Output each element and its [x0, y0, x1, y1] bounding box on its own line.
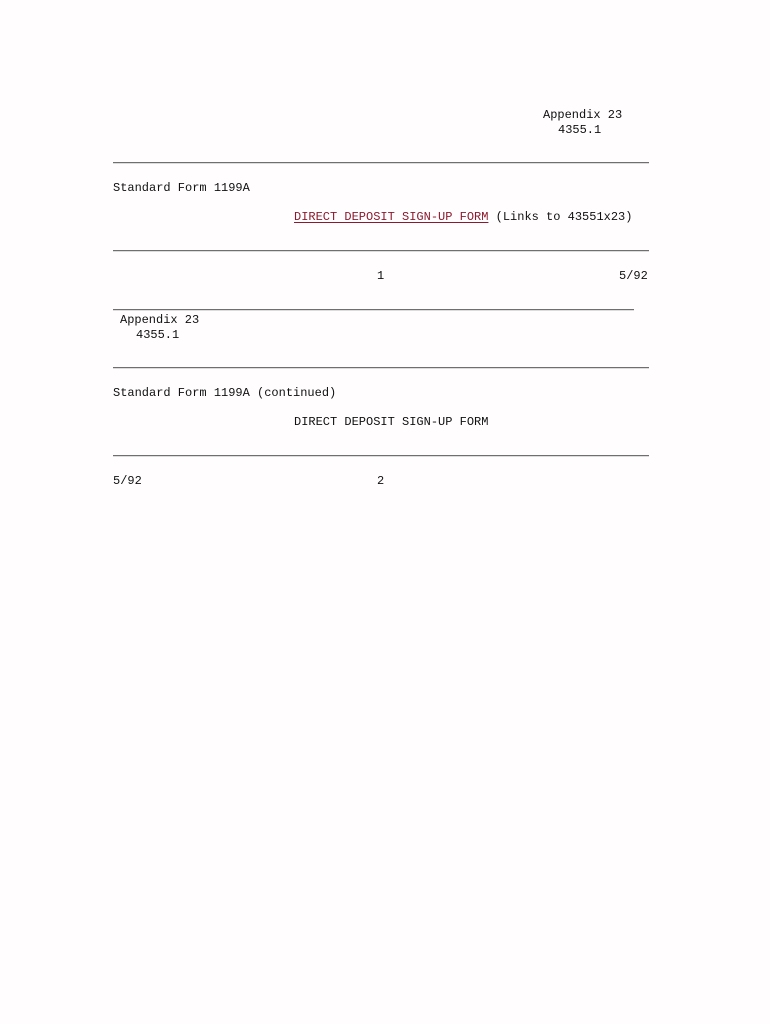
footer-divider	[113, 250, 649, 252]
form-title-link[interactable]: DIRECT DEPOSIT SIGN-UP FORM	[294, 210, 489, 224]
appendix-label: Appendix 23	[543, 108, 623, 122]
section-number: 4355.1	[136, 328, 180, 342]
page-number: 1	[377, 269, 385, 283]
page-break-divider	[113, 309, 634, 311]
page-number: 2	[377, 474, 385, 488]
header-divider	[113, 367, 649, 369]
section-number: 4355.1	[558, 123, 602, 137]
link-note: (Links to 43551x23)	[495, 210, 633, 224]
form-name: Standard Form 1199A (continued)	[113, 386, 337, 400]
header-divider	[113, 162, 649, 164]
revision-date: 5/92	[619, 269, 648, 283]
form-title: DIRECT DEPOSIT SIGN-UP FORM	[294, 415, 489, 429]
form-name: Standard Form 1199A	[113, 181, 250, 195]
appendix-label: Appendix 23	[120, 313, 200, 327]
form-title-line	[294, 210, 632, 224]
footer-divider	[113, 455, 649, 457]
revision-date: 5/92	[113, 474, 142, 488]
